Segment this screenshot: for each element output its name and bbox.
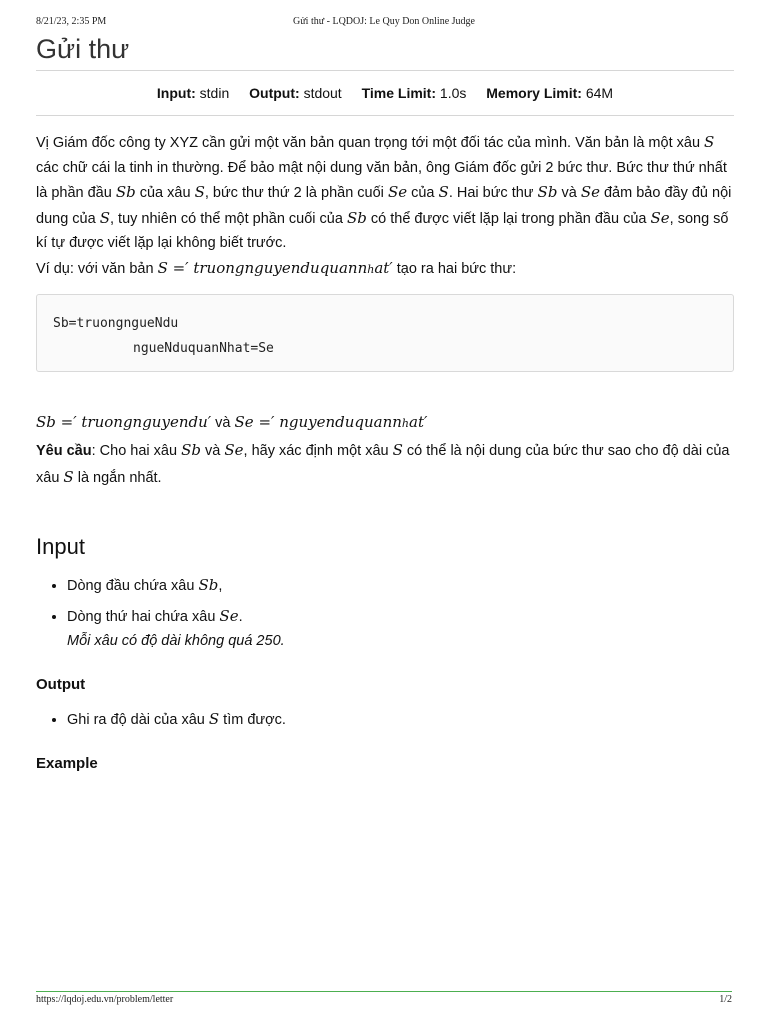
statement-text: và xyxy=(557,185,581,201)
output-heading: Output xyxy=(36,675,86,693)
statement-text: , song số kí tự được viết lặp lại không biết trước. xyxy=(36,210,729,251)
limit-time-value: 1.0s xyxy=(439,85,467,101)
divider-bottom xyxy=(36,115,734,116)
limit-memory-value: 64M xyxy=(585,85,614,101)
example-prefix: Ví dụ: với văn bản xyxy=(36,260,158,277)
problem-limits xyxy=(36,71,734,115)
math-var: Se xyxy=(387,183,408,201)
math-var: Se xyxy=(650,208,670,227)
problem-content xyxy=(36,30,734,774)
list-text: tìm được. xyxy=(219,711,286,728)
example-math-tail: at′ xyxy=(374,258,393,277)
print-doc-title: Gửi thư - LQDOJ: Le Quy Don Online Judge xyxy=(293,16,475,27)
list-text: . xyxy=(238,608,243,625)
page-title: Gửi thư xyxy=(36,34,130,64)
code-line-2: ngueNduquanNhat=Se xyxy=(133,341,274,356)
math-var: S xyxy=(99,208,110,227)
footer-divider xyxy=(36,991,732,992)
list-text: Dòng đầu chứa xâu xyxy=(67,577,199,594)
limit-time xyxy=(362,85,467,101)
equation-se-tail: at′ xyxy=(409,413,428,431)
limit-input-label: Input: xyxy=(156,85,196,101)
limit-time-label: Time Limit: xyxy=(361,85,437,101)
equation-sb: Sb =′ truongnguyendu′ xyxy=(36,413,212,431)
example-math: S =′ truongnguyenduquann xyxy=(157,258,368,277)
print-url: https://lqdoj.edu.vn/problem/letter xyxy=(36,994,174,1005)
limit-output xyxy=(249,85,342,101)
limit-output-label: Output: xyxy=(249,85,300,101)
requirement-text: là ngắn nhất. xyxy=(73,469,162,486)
statement-text: có thể được viết lặp lại trong phần đầu của xyxy=(366,210,651,227)
output-item xyxy=(67,707,734,732)
example-math-h: h xyxy=(367,262,375,276)
statement-text: , tuy nhiên có thể một phần cuối của xyxy=(109,210,347,227)
print-page-number: 1/2 xyxy=(719,994,732,1005)
math-var: Sb xyxy=(115,183,136,201)
list-text: Ghi ra độ dài của xâu xyxy=(67,711,209,728)
requirement-text: và xyxy=(200,442,225,459)
limit-memory-label: Memory Limit: xyxy=(486,85,582,101)
limit-input-value: stdin xyxy=(199,85,230,101)
input-note: Mỗi xâu có độ dài không quá 250. xyxy=(67,632,285,649)
math-var: S xyxy=(63,467,74,486)
print-datetime: 8/21/23, 2:35 PM xyxy=(36,16,107,27)
math-var: S xyxy=(704,133,715,151)
limit-memory xyxy=(486,85,613,101)
math-var: Se xyxy=(580,183,600,201)
statement-text: Vị Giám đốc công ty XYZ cần gửi một văn bản quan trọng tới một đối tác của mình. Văn bản là một xâu xyxy=(36,135,705,151)
math-var: S xyxy=(194,183,205,201)
math-var: Sb xyxy=(198,575,219,594)
math-var: Sb xyxy=(346,208,367,227)
requirement-text: có thể là nội dung của bức thư sao cho độ dài của xâu xyxy=(36,442,730,486)
output-list xyxy=(36,707,734,732)
statement-text: , bức thư thứ 2 là phần cuối xyxy=(204,185,388,201)
limit-input xyxy=(157,85,229,101)
code-block xyxy=(36,294,734,372)
list-text: , xyxy=(218,577,223,594)
statement-text: đảm bảo đầy đủ nội dung của xyxy=(36,185,732,227)
math-var: Se xyxy=(219,606,239,625)
requirement-text: : Cho hai xâu xyxy=(91,442,182,459)
equation-line xyxy=(36,410,734,437)
requirement-paragraph xyxy=(36,437,734,491)
list-text: Dòng thứ hai chứa xâu xyxy=(67,608,220,625)
example-intro-line xyxy=(36,256,734,283)
input-list xyxy=(36,573,734,653)
equation-se-h: h xyxy=(401,417,410,430)
math-var: Sb xyxy=(181,440,201,459)
equation-and: và xyxy=(211,415,235,431)
math-var: Sb xyxy=(537,183,558,201)
math-var: S xyxy=(208,709,220,728)
equation-se: Se =′ nguyenduquann xyxy=(234,413,402,431)
limit-output-value: stdout xyxy=(303,85,342,101)
statement-text: . Hai bức thư xyxy=(448,185,538,201)
example-heading: Example xyxy=(36,754,98,772)
problem-statement xyxy=(36,130,734,256)
input-heading: Input xyxy=(36,533,85,559)
requirement-label: Yêu cầu xyxy=(36,442,92,459)
statement-text: của xâu xyxy=(135,185,195,201)
math-var: Se xyxy=(224,440,244,459)
input-item-1 xyxy=(67,573,734,598)
code-line-1: Sb=truongngueNdu xyxy=(53,316,179,331)
example-suffix: tạo ra hai bức thư: xyxy=(392,260,517,277)
math-var: S xyxy=(392,440,403,459)
statement-text: các chữ cái la tinh in thường. Để bảo mật nội dung văn bản, ông Giám đốc gửi 2 bức thư. Bức thư thứ nhất là phần đầu xyxy=(36,159,727,201)
print-footer xyxy=(36,994,732,1008)
requirement-text: , hãy xác định một xâu xyxy=(243,442,393,459)
statement-text: của xyxy=(407,185,439,201)
input-item-2 xyxy=(67,604,734,653)
print-header xyxy=(36,16,732,30)
math-var: S xyxy=(438,183,449,201)
